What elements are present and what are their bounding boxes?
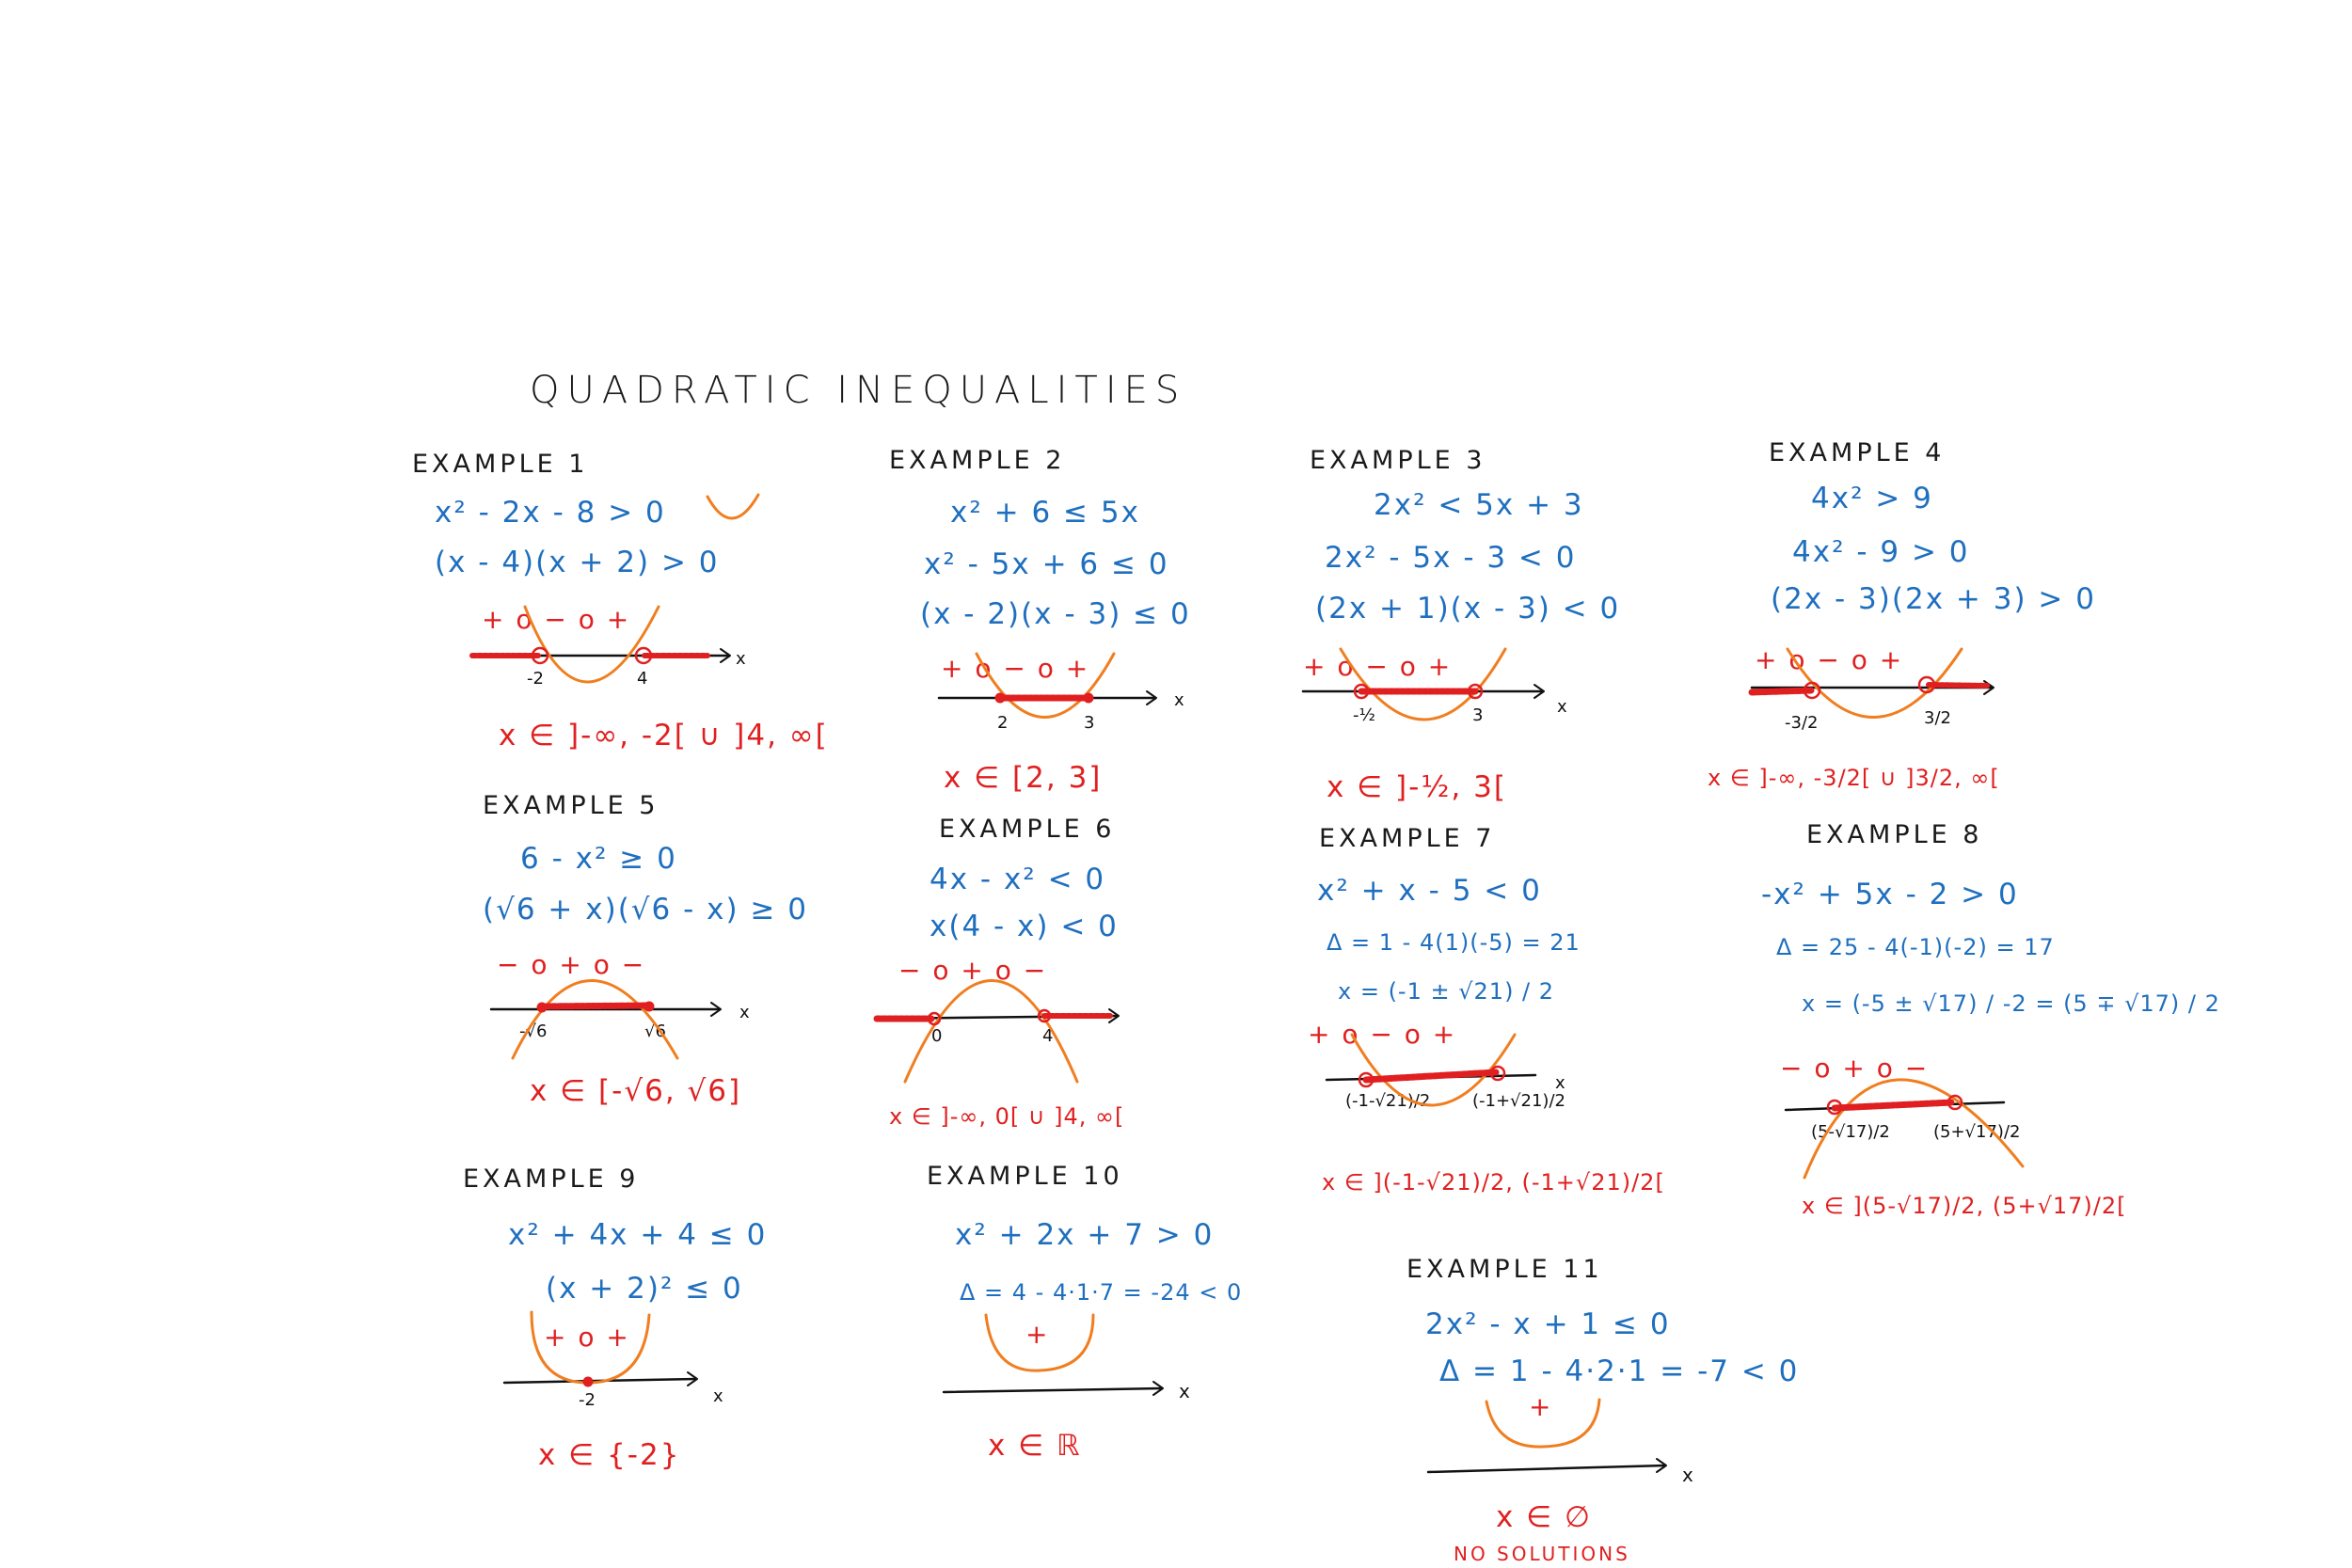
example-3-line-1: 2x² < 5x + 3	[1374, 488, 1584, 522]
example-11-header: EXAMPLE 11	[1406, 1255, 1603, 1284]
example-4-signs: + o − o +	[1755, 644, 1904, 675]
example-2-tick-1: 2	[997, 713, 1009, 733]
example-8-header: EXAMPLE 8	[1806, 820, 1983, 849]
example-3-line-2: 2x² - 5x - 3 < 0	[1325, 541, 1577, 575]
example-10-line-2: Δ = 4 - 4·1·7 = -24 < 0	[960, 1279, 1243, 1306]
example-6-tick-2: 4	[1042, 1026, 1054, 1046]
example-11-axis	[1428, 1465, 1665, 1472]
example-1-signs: + o − o +	[482, 604, 631, 635]
example-1-parabola	[525, 607, 659, 682]
example-3-x-label: x	[1557, 697, 1567, 717]
example-8-line-1: -x² + 5x - 2 > 0	[1761, 878, 2019, 911]
example-7-line-2: Δ = 1 - 4(1)(-5) = 21	[1327, 929, 1581, 956]
example-2-root-2	[1084, 693, 1093, 703]
example-1-line-2: (x - 4)(x + 2) > 0	[435, 546, 720, 579]
example-9-x-label: x	[713, 1386, 723, 1406]
example-11-line-2: Δ = 1 - 4·2·1 = -7 < 0	[1439, 1354, 1800, 1388]
example-1-tick-1: -2	[527, 669, 544, 689]
example-5-root-1	[537, 1003, 547, 1012]
example-7-line-3: x = (-1 ± √21) / 2	[1338, 978, 1555, 1005]
example-7-solution: x ∈ ](-1-√21)/2, (-1+√21)/2[	[1322, 1169, 1665, 1196]
example-4-shade-left	[1752, 690, 1811, 692]
example-11-x-label: x	[1682, 1464, 1693, 1486]
example-10-x-label: x	[1179, 1380, 1190, 1402]
example-11-note: NO SOLUTIONS	[1454, 1543, 1630, 1565]
example-4-header: EXAMPLE 4	[1769, 438, 1946, 467]
example-8-solution: x ∈ ](5-√17)/2, (5+√17)/2[	[1802, 1193, 2127, 1219]
example-6-signs: − o + o −	[898, 955, 1048, 986]
example-4-tick-1: -3/2	[1785, 713, 1819, 733]
example-5-line-2: (√6 + x)(√6 - x) ≥ 0	[483, 893, 809, 927]
example-1-solution: x ∈ ]-∞, -2[ ∪ ]4, ∞[	[499, 719, 829, 752]
example-2-line-3: (x - 2)(x - 3) ≤ 0	[920, 597, 1191, 631]
example-3-signs: + o − o +	[1303, 651, 1453, 682]
example-5-parabola	[513, 981, 677, 1059]
example-1-tick-2: 4	[637, 669, 648, 689]
page-title: QUADRATIC INEQUALITIES	[530, 369, 1187, 412]
example-10-axis	[944, 1388, 1162, 1392]
example-11-sign: +	[1529, 1391, 1553, 1422]
example-8-line-3: x = (-5 ± √17) / -2 = (5 ∓ √17) / 2	[1802, 990, 2220, 1017]
example-8-tick-2: (5+√17)/2	[1933, 1122, 2021, 1142]
example-7-tick-1: (-1-√21)/2	[1345, 1091, 1431, 1111]
example-6-header: EXAMPLE 6	[939, 815, 1116, 844]
example-4-tick-2: 3/2	[1924, 708, 1951, 728]
example-2-solution: x ∈ [2, 3]	[944, 761, 1103, 795]
example-7-tick-2: (-1+√21)/2	[1472, 1091, 1565, 1111]
example-4-solution: x ∈ ]-∞, -3/2[ ∪ ]3/2, ∞[	[1708, 765, 2000, 791]
example-9-solution: x ∈ {-2}	[538, 1438, 681, 1472]
example-6-line-1: 4x - x² < 0	[930, 863, 1106, 896]
example-2-tick-2: 3	[1084, 713, 1095, 733]
example-1-cup-icon	[707, 495, 758, 518]
example-10-line-1: x² + 2x + 7 > 0	[955, 1218, 1215, 1252]
example-2-root-1	[995, 693, 1005, 703]
example-7-x-label: x	[1555, 1073, 1565, 1093]
example-6-solution: x ∈ ]-∞, 0[ ∪ ]4, ∞[	[889, 1103, 1125, 1130]
example-9-line-1: x² + 4x + 4 ≤ 0	[508, 1218, 768, 1252]
example-1-x-label: x	[736, 649, 746, 669]
example-4-line-1: 4x² > 9	[1811, 482, 1933, 515]
example-8-line-2: Δ = 25 - 4(-1)(-2) = 17	[1776, 934, 2055, 960]
example-4-line-2: 4x² - 9 > 0	[1792, 535, 1970, 569]
example-1-header: EXAMPLE 1	[412, 450, 589, 479]
example-6-line-2: x(4 - x) < 0	[930, 910, 1119, 943]
example-9-parabola	[532, 1312, 649, 1383]
example-10-sign: +	[1025, 1319, 1050, 1350]
example-6-tick-1: 0	[931, 1026, 943, 1046]
example-10-solution: x ∈ ℝ	[988, 1429, 1082, 1463]
example-9-header: EXAMPLE 9	[463, 1164, 640, 1194]
example-9-line-2: (x + 2)² ≤ 0	[546, 1272, 743, 1306]
example-8-signs: − o + o −	[1780, 1053, 1930, 1084]
example-4-shade-right	[1929, 685, 1987, 686]
example-2-signs: + o − o +	[941, 653, 1090, 684]
example-10-header: EXAMPLE 10	[927, 1162, 1123, 1191]
example-3-header: EXAMPLE 3	[1310, 446, 1486, 475]
example-7-header: EXAMPLE 7	[1319, 824, 1496, 853]
example-5-solution: x ∈ [-√6, √6]	[530, 1074, 742, 1108]
example-2-x-label: x	[1174, 690, 1184, 710]
example-1-line-1: x² - 2x - 8 > 0	[435, 496, 666, 530]
example-5-line-1: 6 - x² ≥ 0	[520, 842, 677, 876]
example-3-tick-1: -½	[1353, 705, 1375, 725]
example-3-tick-2: 3	[1472, 705, 1484, 725]
example-5-tick-1: -√6	[519, 1022, 548, 1041]
example-4-line-3: (2x - 3)(2x + 3) > 0	[1771, 582, 2096, 616]
example-6-parabola	[905, 981, 1077, 1083]
example-3-line-3: (2x + 1)(x - 3) < 0	[1315, 592, 1621, 626]
example-8-parabola	[1804, 1080, 2023, 1178]
example-5-signs: − o + o −	[497, 949, 646, 980]
example-7-shade	[1366, 1072, 1496, 1080]
example-8-shade	[1835, 1102, 1952, 1108]
example-11-solution: x ∈ ∅	[1496, 1500, 1593, 1534]
example-2-header: EXAMPLE 2	[889, 446, 1066, 475]
example-11-parabola	[1486, 1400, 1599, 1447]
example-5-root-2	[644, 1002, 654, 1011]
example-5-tick-2: √6	[644, 1022, 666, 1041]
example-9-tick-1: -2	[579, 1390, 596, 1410]
example-3-solution: x ∈ ]-½, 3[	[1327, 770, 1507, 804]
example-3-parabola	[1341, 649, 1505, 720]
example-9-root	[583, 1377, 593, 1386]
example-7-signs: + o − o +	[1308, 1019, 1457, 1050]
example-8-tick-1: (5-√17)/2	[1811, 1122, 1890, 1142]
example-5-header: EXAMPLE 5	[483, 791, 660, 820]
example-5-x-label: x	[739, 1003, 750, 1022]
example-2-line-2: x² - 5x + 6 ≤ 0	[924, 547, 1169, 581]
example-10-parabola	[986, 1315, 1093, 1370]
example-7-line-1: x² + x - 5 < 0	[1317, 874, 1542, 908]
example-2-line-1: x² + 6 ≤ 5x	[950, 496, 1140, 530]
example-9-signs: + o +	[544, 1322, 630, 1353]
example-2-parabola	[977, 654, 1114, 718]
example-11-line-1: 2x² - x + 1 ≤ 0	[1425, 1307, 1671, 1341]
